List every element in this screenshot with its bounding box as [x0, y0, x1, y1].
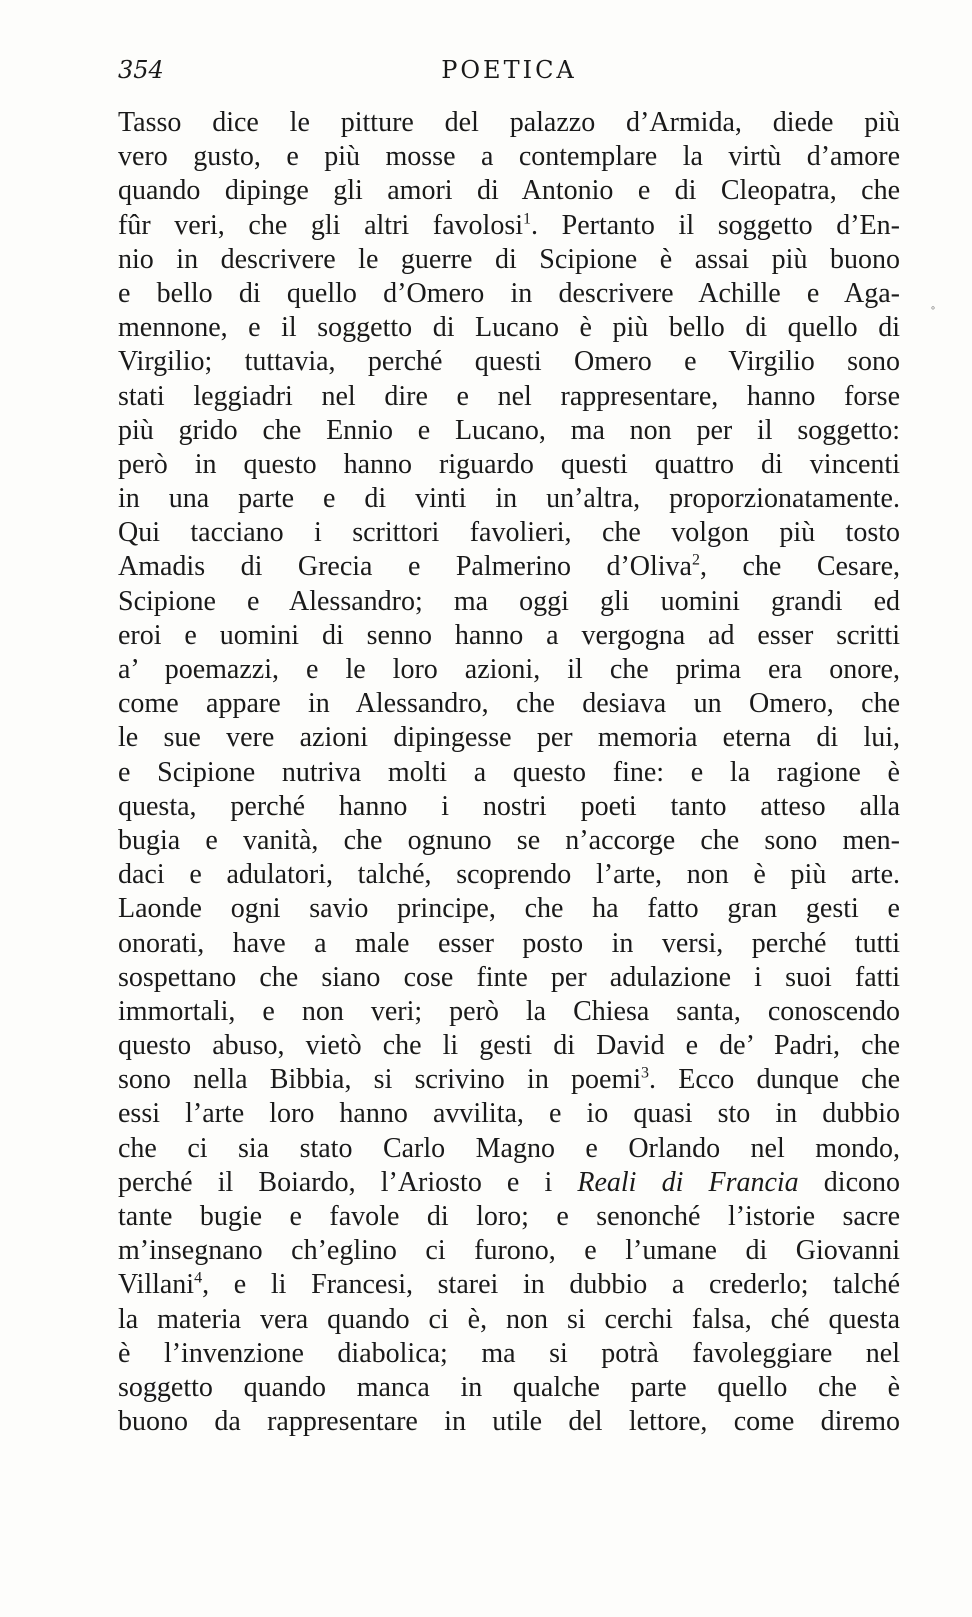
text-segment: e Scipione nutriva molti a questo fine: e la ragione è [118, 756, 900, 788]
page-number: 354 [118, 56, 164, 84]
footnote-marker: 4 [194, 1270, 203, 1288]
text-line [118, 174, 900, 208]
text-line [118, 482, 900, 516]
text-segment: , che Cesare, [699, 551, 900, 583]
text-line [118, 995, 900, 1029]
text-segment: fûr veri, che gli altri favolosi [118, 209, 523, 241]
text-segment: bugia e vanità, che ognuno se n’accorge che sono men‐ [118, 824, 900, 856]
text-segment: Villani [118, 1269, 195, 1301]
text-segment: stati leggiadri nel dire e nel rappresentare, hanno forse [118, 380, 900, 412]
text-segment: che ci sia stato Carlo Magno e Orlando nel mondo, [118, 1132, 900, 1164]
text-segment: nio in descrivere le guerre di Scipione è assai più buono [118, 243, 900, 275]
text-line [118, 927, 900, 961]
text-line [118, 1166, 900, 1200]
text-segment: Virgilio; tuttavia, perché questi Omero e Virgilio sono [118, 346, 900, 378]
text-line [118, 687, 900, 721]
text-segment: più grido che Ennio e Lucano, ma non per il soggetto: [118, 414, 900, 446]
body-text [118, 106, 900, 1439]
text-segment: e bello di quello d’Omero in descrivere Achille e Aga‐ [118, 277, 900, 309]
text-segment: sospettano che siano cose finte per adulazione i suoi fatti [118, 961, 900, 993]
text-line [118, 1063, 900, 1097]
text-line [118, 448, 900, 482]
text-segment: Laonde ogni savio principe, che ha fatto gran gesti e [118, 893, 900, 925]
text-segment: a’ poemazzi, e le loro azioni, il che prima era onore, [118, 654, 900, 685]
text-segment: quando dipinge gli amori di Antonio e di Cleopatra, che [118, 175, 900, 207]
text-segment: m’insegnano ch’eglino ci furono, e l’umane di Giovanni [118, 1235, 900, 1267]
text-line [118, 1405, 900, 1439]
text-line [118, 961, 900, 995]
text-line [118, 516, 900, 550]
text-line [118, 790, 900, 824]
text-line [118, 1337, 900, 1371]
running-head [118, 50, 900, 90]
text-line [118, 1200, 900, 1234]
text-line [118, 1029, 900, 1063]
text-segment: soggetto quando manca in qualche parte quello che è [118, 1371, 900, 1403]
text-line [118, 106, 900, 140]
text-segment: perché il Boiardo, l’Ariosto e i [118, 1166, 578, 1198]
text-segment: Qui tacciano i scrittori favolieri, che volgon più tosto [118, 517, 900, 549]
text-segment: la materia vera quando ci è, non si cerchi falsa, ché questa [118, 1303, 900, 1335]
text-line [118, 653, 900, 687]
text-segment: eroi e uomini di senno hanno a vergogna ad esser scritti [118, 619, 900, 651]
text-segment: però in questo hanno riguardo questi quattro di vincenti [118, 448, 900, 480]
text-line [118, 414, 900, 448]
text-line [118, 209, 900, 243]
text-line [118, 345, 900, 379]
text-segment: vero gusto, e più mosse a contemplare la virtù d’amore [118, 141, 900, 173]
text-segment: questa, perché hanno i nostri poeti tanto atteso alla [118, 790, 900, 822]
text-segment: onorati, have a male esser posto in versi, perché tutti [118, 927, 900, 959]
text-line [118, 619, 900, 653]
text-line [118, 1371, 900, 1405]
footnote-marker: 3 [641, 1064, 650, 1082]
text-segment: Scipione e Alessandro; ma oggi gli uomini grandi ed [118, 585, 900, 617]
text-segment: tante bugie e favole di loro; e senonché l’istorie sacre [118, 1201, 900, 1232]
text-segment: Amadis di Grecia e Palmerino d’Oliva [118, 551, 692, 583]
text-segment: come appare in Alessandro, che desiava un Omero, che [118, 688, 900, 720]
text-segment: daci e adulatori, talché, scoprendo l’arte, non è più arte. [118, 859, 900, 891]
text-line [118, 380, 900, 414]
margin-mark: ˚ [930, 306, 936, 320]
footnote-marker: 1 [523, 210, 531, 228]
footnote-marker: 2 [691, 552, 700, 570]
text-segment: sono nella Bibbia, si scrivino in poemi [118, 1064, 642, 1096]
text-segment: questo abuso, vietò che li gesti di David e de’ Padri, che [118, 1030, 900, 1062]
text-segment: . Pertanto il soggetto d’En‐ [531, 209, 900, 241]
text-line [118, 140, 900, 174]
text-segment: immortali, e non veri; però la Chiesa santa, conoscendo [118, 995, 900, 1027]
text-line [118, 756, 900, 790]
running-title: POETICA [441, 56, 577, 84]
text-line [118, 1268, 900, 1302]
text-line [118, 892, 900, 926]
text-line [118, 1132, 900, 1166]
text-line [118, 550, 900, 584]
text-segment: dicono [798, 1166, 901, 1198]
text-line [118, 1097, 900, 1131]
text-segment: mennone, e il soggetto di Lucano è più bello di quello di [118, 312, 900, 344]
italic-title: Reali di Francia [577, 1166, 799, 1198]
text-segment: essi l’arte loro hanno avvilita, e io quasi sto in dubbio [118, 1098, 900, 1130]
text-segment: buono da rappresentare in utile del lettore, come diremo [118, 1406, 900, 1438]
text-segment: , e li Francesi, starei in dubbio a crederlo; talché [202, 1269, 900, 1301]
text-segment: Tasso dice le pitture del palazzo d’Armida, diede più [118, 107, 900, 138]
text-line [118, 824, 900, 858]
text-segment: le sue vere azioni dipingesse per memoria eterna di lui, [118, 722, 900, 754]
text-line [118, 311, 900, 345]
text-line [118, 1303, 900, 1337]
text-segment: è l’invenzione diabolica; ma si potrà favoleggiare nel [118, 1337, 900, 1369]
text-segment: in una parte e di vinti in un’altra, proporzionatamente. [118, 483, 900, 515]
text-line [118, 277, 900, 311]
text-line [118, 858, 900, 892]
text-line [118, 585, 900, 619]
text-line [118, 1234, 900, 1268]
text-line [118, 243, 900, 277]
text-segment: . Ecco dunque che [649, 1064, 900, 1096]
text-line [118, 721, 900, 755]
